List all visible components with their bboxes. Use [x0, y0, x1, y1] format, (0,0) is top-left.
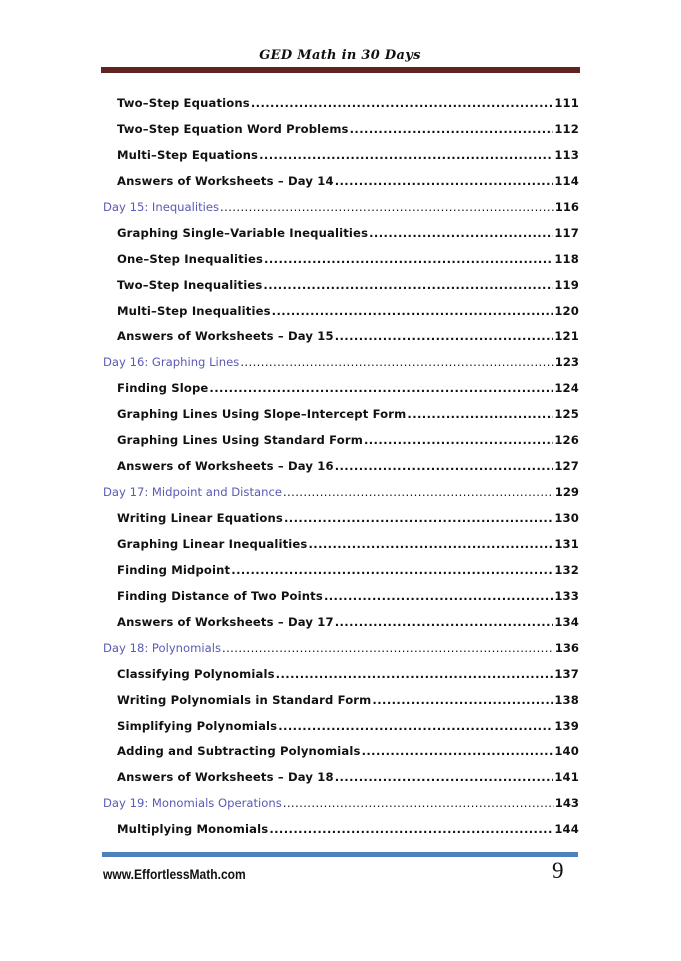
toc-entry[interactable] — [103, 431, 579, 457]
dot-leader — [407, 405, 553, 423]
toc-entry[interactable] — [103, 457, 579, 483]
dot-leader — [350, 120, 554, 138]
footer-divider — [102, 852, 578, 857]
toc-entry-page: 117 — [554, 225, 579, 240]
toc-entry-title: Answers of Worksheets – Day 17 — [117, 614, 334, 629]
toc-entry-page: 123 — [554, 355, 579, 370]
toc-entry[interactable] — [103, 120, 579, 146]
dot-leader — [284, 509, 553, 527]
toc-entry-title: Multi–Step Equations — [117, 147, 259, 162]
toc-entry-page: 139 — [554, 718, 579, 733]
dot-leader — [272, 302, 554, 320]
dot-leader — [264, 250, 553, 268]
dot-leader — [335, 613, 554, 631]
toc-entry[interactable] — [103, 665, 579, 691]
toc-entry-page: 118 — [554, 251, 579, 266]
toc-entry-page: 129 — [554, 485, 579, 500]
toc-entry-title: Answers of Worksheets – Day 15 — [117, 329, 334, 344]
toc-entry[interactable] — [103, 535, 579, 561]
dot-leader — [364, 431, 553, 449]
dot-leader — [231, 561, 553, 579]
toc-entry-title: Day 19: Monomials Operations — [103, 796, 282, 811]
toc-entry-title: Graphing Linear Inequalities — [117, 536, 308, 551]
toc-entry[interactable] — [103, 717, 579, 743]
toc-entry[interactable] — [103, 561, 579, 587]
toc-day-heading[interactable] — [103, 198, 579, 224]
toc-entry[interactable] — [103, 302, 579, 328]
toc-entry-title: Day 18: Polynomials — [103, 640, 221, 655]
toc-entry-page: 125 — [554, 407, 579, 422]
toc-entry-title: Graphing Lines Using Slope–Intercept Form — [117, 407, 407, 422]
toc-entry-page: 124 — [554, 381, 579, 396]
toc-day-heading[interactable] — [103, 483, 579, 509]
dot-leader — [369, 224, 553, 242]
dot-leader — [263, 276, 553, 294]
toc-entry[interactable] — [103, 224, 579, 250]
toc-entry-title: Day 16: Graphing Lines — [103, 355, 240, 370]
toc-entry[interactable] — [103, 509, 579, 535]
book-title: GED Math in 30 Days — [259, 48, 421, 63]
toc-entry-page: 112 — [554, 121, 579, 136]
toc-entry[interactable] — [103, 250, 579, 276]
toc-entry-page: 121 — [554, 329, 579, 344]
toc-entry-title: Multiplying Monomials — [117, 822, 269, 837]
toc-entry[interactable] — [103, 327, 579, 353]
dot-leader — [335, 457, 554, 475]
toc-entry-page: 130 — [554, 511, 579, 525]
header-divider — [101, 67, 580, 73]
toc-entry-page: 133 — [554, 588, 579, 603]
toc-entry-title: Two–Step Equation Word Problems — [117, 121, 349, 136]
toc-entry-title: Two–Step Inequalities — [117, 277, 263, 292]
toc-entry-title: Classifying Polynomials — [117, 666, 275, 681]
toc-entry[interactable] — [103, 742, 579, 768]
toc-entry-title: One–Step Inequalities — [117, 251, 264, 266]
toc-entry-title: Multi–Step Inequalities — [117, 303, 271, 318]
toc-entry-page: 116 — [554, 199, 579, 214]
toc-entry-title: Graphing Single–Variable Inequalities — [117, 225, 369, 240]
toc-entry-page: 131 — [554, 536, 579, 551]
toc-entry[interactable] — [103, 587, 579, 613]
toc-entry-title: Answers of Worksheets – Day 18 — [117, 770, 334, 785]
dot-leader — [335, 172, 554, 190]
dot-leader — [283, 794, 554, 812]
toc-entry[interactable] — [103, 613, 579, 639]
website-url: www.EffortlessMath.com — [103, 866, 246, 882]
toc-entry-page: 141 — [554, 770, 579, 785]
dot-leader — [220, 198, 554, 216]
toc-entry[interactable] — [103, 768, 579, 794]
toc-entry-title: Graphing Lines Using Standard Form — [117, 433, 363, 448]
dot-leader — [209, 379, 553, 397]
toc-entry-page: 140 — [554, 744, 579, 759]
toc-entry-page: 143 — [554, 796, 579, 811]
toc-entry-title: Two–Step Equations — [117, 96, 250, 110]
toc-entry-page: 111 — [554, 96, 579, 110]
dot-leader — [278, 717, 553, 735]
toc-entry-page: 144 — [554, 822, 579, 837]
dot-leader — [251, 94, 554, 112]
table-of-contents — [103, 94, 579, 846]
dot-leader — [372, 691, 553, 709]
dot-leader — [259, 146, 553, 164]
dot-leader — [240, 353, 553, 371]
toc-entry-page: 134 — [554, 614, 579, 629]
toc-entry-page: 120 — [554, 303, 579, 318]
toc-entry[interactable] — [103, 276, 579, 302]
toc-entry-title: Day 17: Midpoint and Distance — [103, 485, 282, 500]
toc-day-heading[interactable] — [103, 794, 579, 820]
dot-leader — [335, 768, 554, 786]
toc-entry[interactable] — [103, 379, 579, 405]
dot-leader — [335, 327, 554, 345]
dot-leader — [276, 665, 554, 683]
toc-entry-page: 127 — [554, 459, 579, 474]
page-number: 9 — [552, 858, 564, 883]
toc-day-heading[interactable] — [103, 353, 579, 379]
toc-entry-title: Day 15: Inequalities — [103, 199, 220, 214]
dot-leader — [308, 535, 553, 553]
toc-entry-page: 138 — [554, 692, 579, 707]
toc-entry[interactable] — [103, 691, 579, 717]
dot-leader — [283, 483, 554, 501]
toc-entry-title: Adding and Subtracting Polynomials — [117, 744, 361, 759]
toc-entry-page: 113 — [554, 147, 579, 162]
toc-entry-title: Finding Slope — [117, 381, 209, 396]
toc-entry[interactable] — [103, 146, 579, 172]
toc-day-heading[interactable] — [103, 639, 579, 665]
toc-entry[interactable] — [103, 820, 579, 846]
toc-entry[interactable] — [103, 405, 579, 431]
toc-entry-page: 119 — [554, 277, 579, 292]
toc-entry-title: Finding Midpoint — [117, 562, 231, 577]
toc-entry-title: Writing Polynomials in Standard Form — [117, 692, 372, 707]
toc-entry-page: 126 — [554, 433, 579, 448]
dot-leader — [362, 742, 554, 760]
toc-entry-page: 132 — [554, 562, 579, 577]
toc-entry-title: Writing Linear Equations — [117, 511, 283, 525]
dot-leader — [324, 587, 553, 605]
toc-entry-title: Finding Distance of Two Points — [117, 588, 323, 603]
toc-entry[interactable] — [103, 172, 579, 198]
toc-entry-page: 137 — [554, 666, 579, 681]
dot-leader — [222, 639, 554, 657]
dot-leader — [269, 820, 553, 838]
toc-entry-page: 136 — [554, 640, 579, 655]
toc-entry-page: 114 — [554, 173, 579, 188]
toc-entry[interactable] — [103, 94, 579, 120]
toc-entry-title: Answers of Worksheets – Day 14 — [117, 173, 334, 188]
toc-entry-title: Simplifying Polynomials — [117, 718, 278, 733]
toc-entry-title: Answers of Worksheets – Day 16 — [117, 459, 334, 474]
